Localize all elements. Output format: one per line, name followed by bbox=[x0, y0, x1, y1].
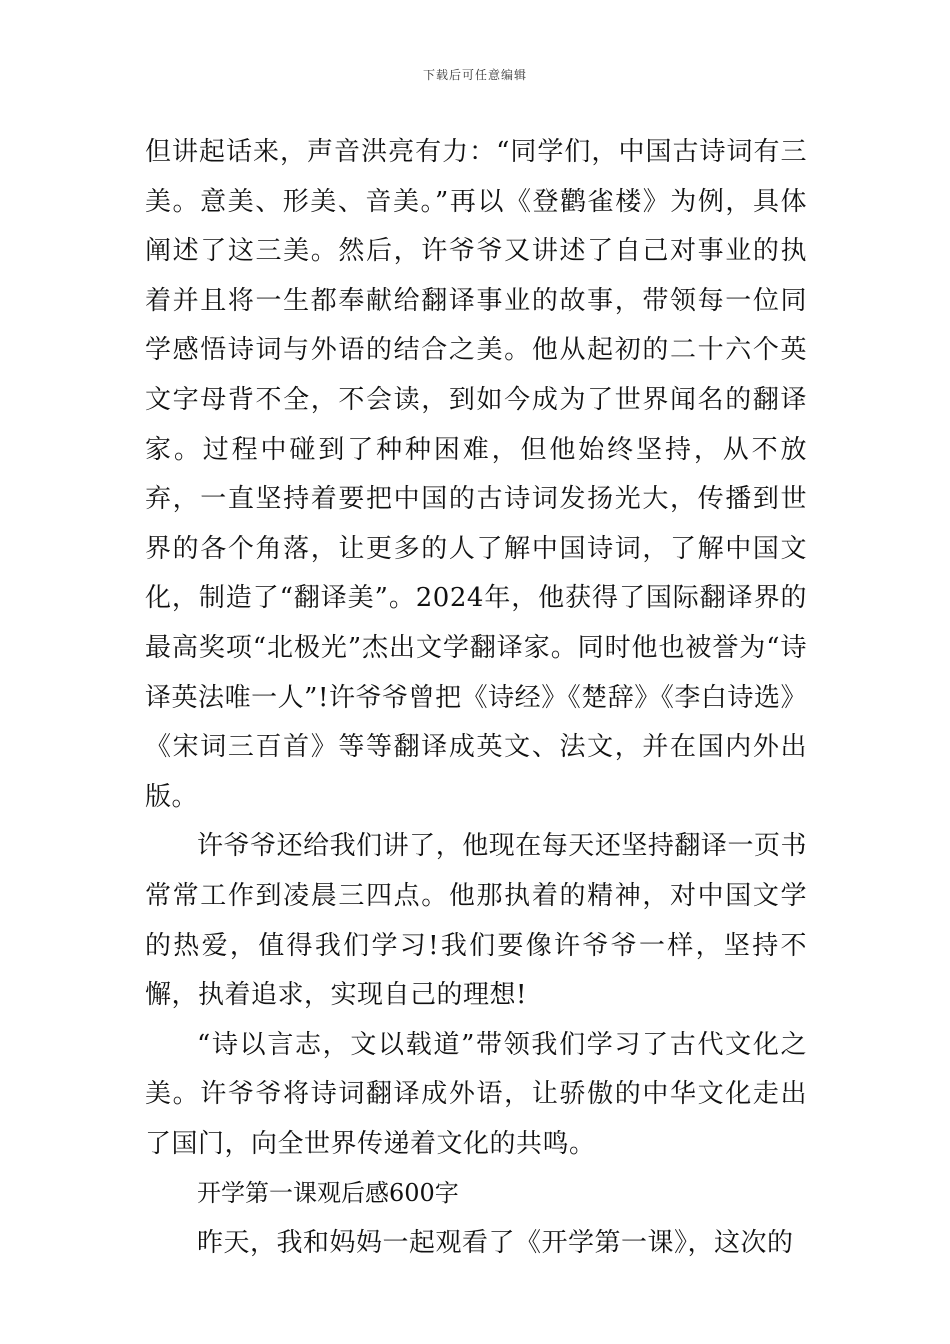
section-title: 开学第一课观后感600字 bbox=[197, 1179, 459, 1208]
paragraph-translation-story: 但讲起话来，声音洪亮有力：“同学们，中国古诗词有三美。意美、形美、音美。”再以《登鹳雀楼》为例，具体阐述了这三美。然后，许爷爷又讲述了自己对事业的执着并且将一生都奉献给翻译事业的故事，带领每一位同学感悟诗词与外语的结合之美。他从起初的二十六个英文字母背不全，不会读，到如今成为了世界闻名的翻译家。过程中碰到了种种困难，但他始终坚持，从不放弃，一直坚持着要把中国的古诗词发扬光大，传播到世界的各个角落，让更多的人了解中国诗词，了解中国文化，制造了“翻译美”。2024年，他获得了国际翻译界的最高奖项“北极光”杰出文学翻译家。同时他也被誉为“诗译英法唯一人”!许爷爷曾把《诗经》《楚辞》《李白诗选》《宋词三百首》等等翻译成英文、法文，并在国内外出版。 bbox=[145, 137, 807, 812]
paragraph-culture: “诗以言志，文以载道”带领我们学习了古代文化之美。许爷爷将诗词翻译成外语，让骄傲的中华文化走出了国门，向全世界传递着文化的共鸣。 bbox=[145, 1029, 807, 1159]
page-header: 下载后可任意编辑 bbox=[422, 68, 527, 82]
paragraph-closing: 昨天，我和妈妈一起观看了《开学第一课》，这次的 bbox=[197, 1228, 794, 1259]
document-body bbox=[145, 128, 807, 1269]
paragraph-persistence: 许爷爷还给我们讲了，他现在每天还坚持翻译一页书常常工作到凌晨三四点。他那执着的精神，对中国文学的热爱，值得我们学习!我们要像许爷爷一样，坚持不懈，执着追求，实现自己的理想! bbox=[145, 831, 807, 1011]
